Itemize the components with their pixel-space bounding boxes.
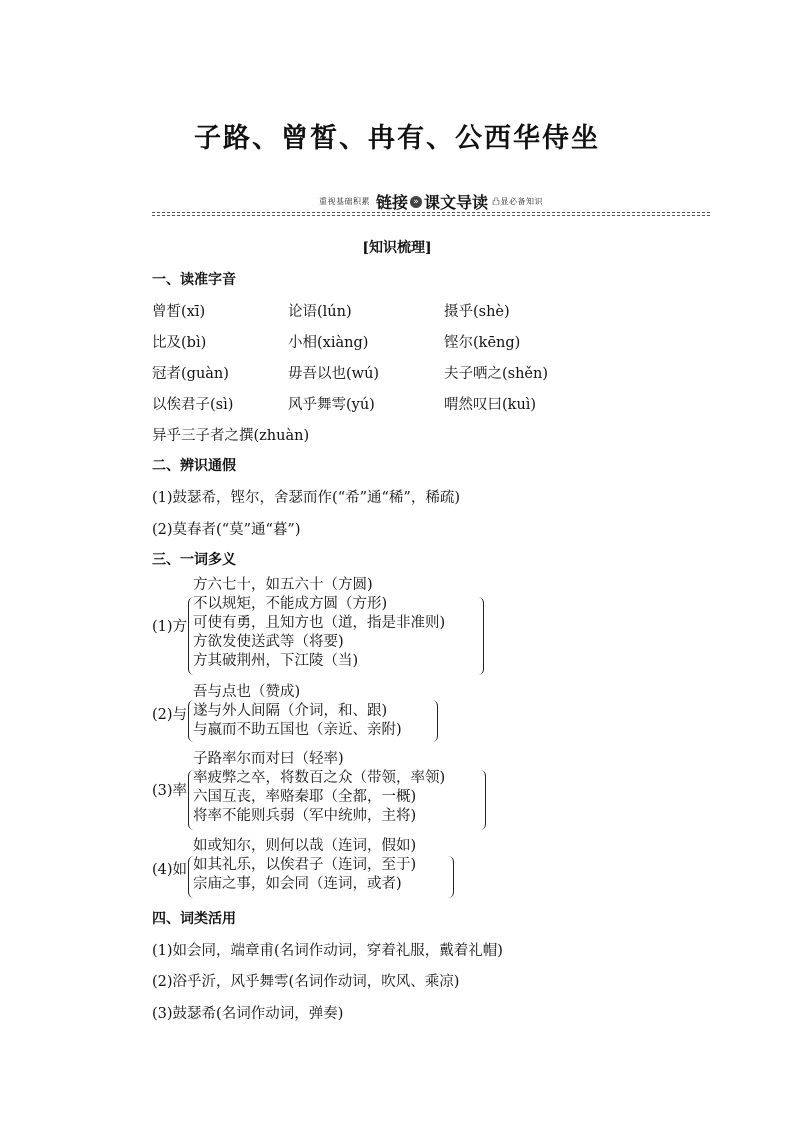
pronunciation-item: 摄乎(shè) bbox=[444, 304, 510, 320]
polysemy-line: 方欲发使送武等（将要) bbox=[193, 634, 344, 650]
polysemy-line: 遂与外人间隔（介词，和、跟) bbox=[193, 703, 388, 719]
double-arrow-icon: » bbox=[410, 196, 422, 208]
brace-right bbox=[480, 770, 486, 830]
pronunciation-item: 比及(bì) bbox=[152, 335, 207, 351]
polysemy-line: 如其礼乐，以俟君子（连词，至于) bbox=[193, 857, 417, 873]
word-class-item: (2)浴乎沂，风乎舞雩(名词作动词，吹风、乘凉) bbox=[152, 974, 460, 990]
word-class-item: (1)如会同，端章甫(名词作动词，穿着礼服，戴着礼帽) bbox=[152, 943, 503, 959]
polysemy-line: 方六七十，如五六十（方圆) bbox=[193, 577, 373, 593]
banner-link-text: 链接 bbox=[375, 193, 408, 212]
pronunciation-item: 冠者(guàn) bbox=[152, 366, 229, 382]
banner-rule-bottom bbox=[152, 215, 710, 216]
polysemy-line: 如或知尔，则何以哉（连词，假如) bbox=[193, 838, 417, 854]
polysemy-line: 可使有勇，且知方也（道，指是非准则) bbox=[193, 615, 446, 631]
pronunciation-item: 论语(lún) bbox=[288, 304, 352, 320]
tongjia-item: (2)莫春者(“莫”通“暮”) bbox=[152, 522, 301, 538]
polysemy-line: 不以规矩，不能成方圆（方形) bbox=[193, 596, 388, 612]
pronunciation-item: 曾皙(xī) bbox=[152, 304, 206, 320]
brace-right bbox=[432, 700, 438, 742]
section-heading-tongjia: 二、辨识通假 bbox=[152, 458, 236, 474]
pronunciation-item: 毋吾以也(wú) bbox=[288, 366, 380, 382]
polysemy-line: 六国互丧，率赂秦耶（全都，一概) bbox=[193, 789, 417, 805]
polysemy-label: (2)与 bbox=[152, 707, 188, 723]
polysemy-line: 方其破荆州，下江陵（当) bbox=[193, 653, 359, 669]
polysemy-line: 与嬴而不助五国也（亲近、亲附) bbox=[193, 722, 402, 738]
pronunciation-item: 风乎舞雩(yú) bbox=[288, 397, 375, 413]
polysemy-line: 宗庙之事，如会同（连词，或者) bbox=[193, 876, 402, 892]
brace-right bbox=[478, 597, 484, 675]
pronunciation-item: 以俟君子(sì) bbox=[152, 397, 234, 413]
pronunciation-item: 夫子哂之(shěn) bbox=[444, 366, 549, 382]
tongjia-item: (1)鼓瑟希，铿尔，舍瑟而作(“希”通“稀”，稀疏) bbox=[152, 490, 461, 506]
polysemy-label: (1)方 bbox=[152, 619, 188, 635]
polysemy-line: 吾与点也（赞成) bbox=[193, 684, 301, 700]
section-heading-pronunciation: 一、读准字音 bbox=[152, 272, 236, 288]
pronunciation-item: 铿尔(kēng) bbox=[444, 335, 521, 351]
polysemy-label: (3)率 bbox=[152, 783, 188, 799]
polysemy-line: 将率不能则兵弱（军中统帅，主将) bbox=[193, 808, 417, 824]
pronunciation-item: 喟然叹曰(kuì) bbox=[444, 397, 537, 413]
word-class-item: (3)鼓瑟希(名词作动词，弹奏) bbox=[152, 1006, 344, 1022]
brace-right bbox=[448, 856, 454, 898]
banner-guide-text: 课文导读 bbox=[424, 193, 489, 212]
section-heading-word-class: 四、词类活用 bbox=[152, 911, 236, 927]
polysemy-label: (4)如 bbox=[152, 862, 188, 878]
banner-right-text: 凸显必备知识 bbox=[492, 197, 544, 206]
knowledge-heading: [知识梳理] bbox=[362, 240, 432, 256]
polysemy-line: 子路率尔而对曰（轻率) bbox=[193, 751, 344, 767]
section-heading-polysemy: 三、一词多义 bbox=[152, 552, 236, 568]
page-title: 子路、曾皙、冉有、公西华侍坐 bbox=[194, 123, 600, 154]
polysemy-line: 率疲弊之卒，将数百之众（带领，率领) bbox=[193, 770, 446, 786]
pronunciation-item: 异乎三子者之撰(zhuàn) bbox=[152, 428, 310, 444]
pronunciation-item: 小相(xiàng) bbox=[288, 335, 369, 351]
section-banner bbox=[152, 188, 710, 218]
banner-left-text: 重视基础积累 bbox=[318, 197, 370, 206]
